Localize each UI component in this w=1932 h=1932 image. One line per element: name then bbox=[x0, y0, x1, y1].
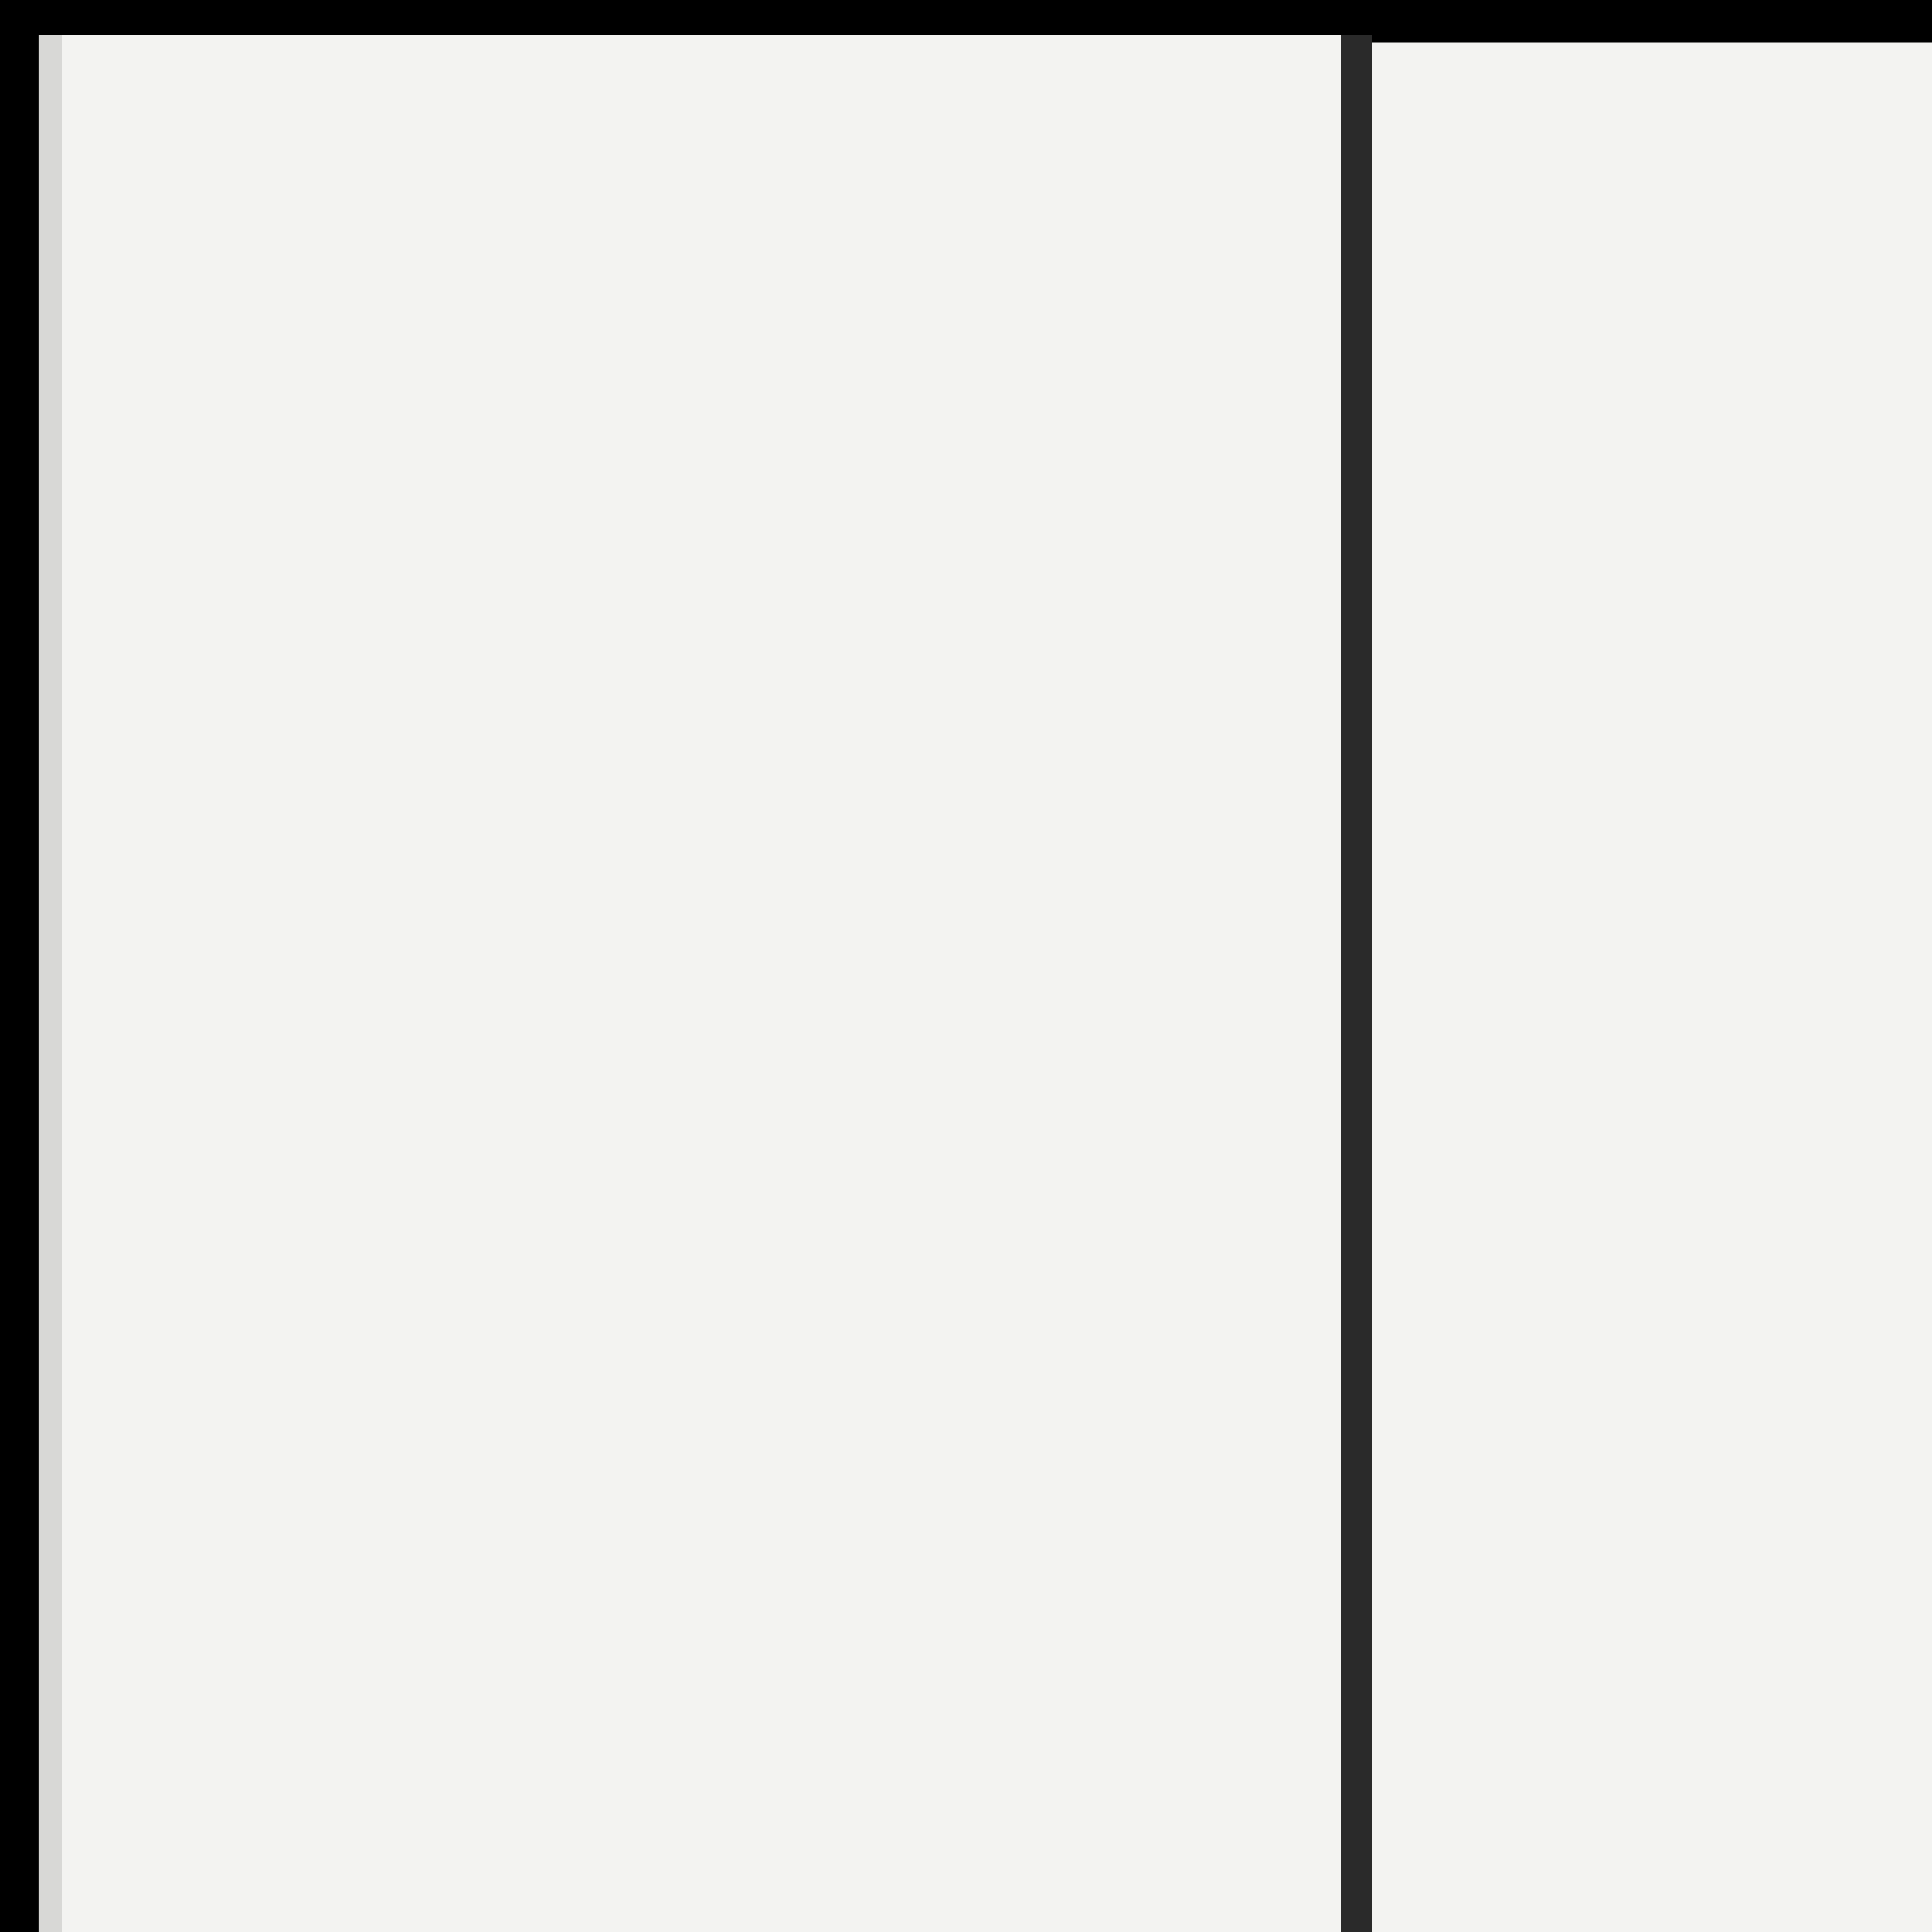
left-binding bbox=[39, 35, 62, 1932]
left-page bbox=[46, 35, 1356, 1932]
spine bbox=[1341, 35, 1372, 1932]
right-page bbox=[1360, 43, 1932, 1932]
